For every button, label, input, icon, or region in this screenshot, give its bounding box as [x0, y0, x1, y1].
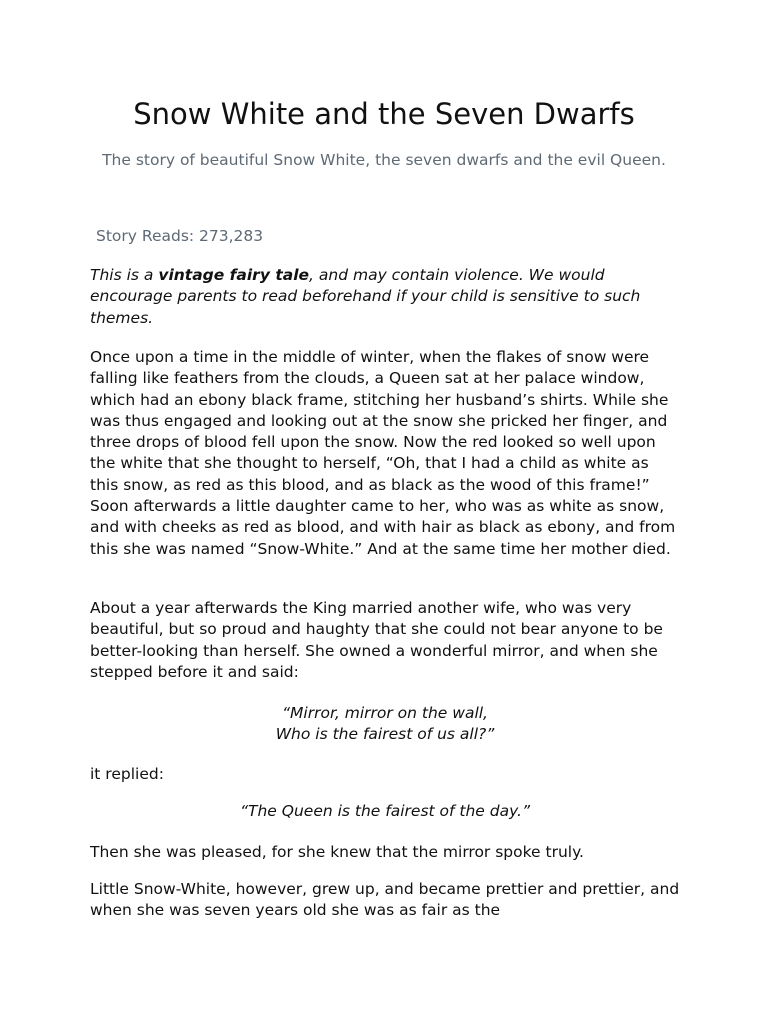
warning-bold-text: vintage fairy tale [158, 266, 310, 284]
mirror-answer-verse: “The Queen is the fairest of the day.” [239, 802, 531, 820]
mirror-verse-line-1: “Mirror, mirror on the wall, [282, 704, 488, 722]
warning-text-after: , and may contain violence. We would encourage parents to read beforehand if your child is sensitive to such themes. [90, 266, 641, 327]
story-paragraph-3: Then she was pleased, for she knew that the mirror spoke truly. [90, 843, 584, 861]
story-title: Snow White and the Seven Dwarfs [133, 97, 635, 131]
warning-text-before: This is a [90, 266, 159, 284]
story-paragraph-4: Little Snow-White, however, grew up, and became prettier and prettier, and when she was seven years old she was as fair as the [90, 880, 680, 920]
mirror-verse-line-2: Who is the fairest of us all?” [275, 725, 495, 744]
mirror-verse [90, 703, 680, 746]
story-reads-count: Story Reads: 273,283 [96, 227, 264, 245]
story-paragraph-1: Once upon a time in the middle of winter, when the flakes of snow were falling like feathers from the clouds, a Queen sat at her palace window, which had an ebony black frame, stitching her husband’s shirts. While she was thus engaged and looking out at the snow she pricked her finger, and three drops of blood fell upon the snow. Now the red looked so well upon the white that she thought to herself, “Oh, that I had a child as white as this snow, as red as this blood, and as black as the wood of this frame!” Soon afterwards a little daughter came to her, who was as white as snow, and with cheeks as red as blood, and with hair as black as ebony, and from this she was named “Snow-White.” And at the same time her mother died. [90, 348, 676, 558]
story-paragraph-2: About a year afterwards the King married another wife, who was very beautiful, but so proud and haughty that she could not bear anyone to be better-looking than herself. She owned a wonderful mirror, and when she stepped before it and said: [90, 599, 663, 681]
mirror-replied-text: it replied: [90, 765, 164, 783]
story-subtitle: The story of beautiful Snow White, the seven dwarfs and the evil Queen. [102, 151, 666, 169]
content-warning [90, 265, 680, 329]
